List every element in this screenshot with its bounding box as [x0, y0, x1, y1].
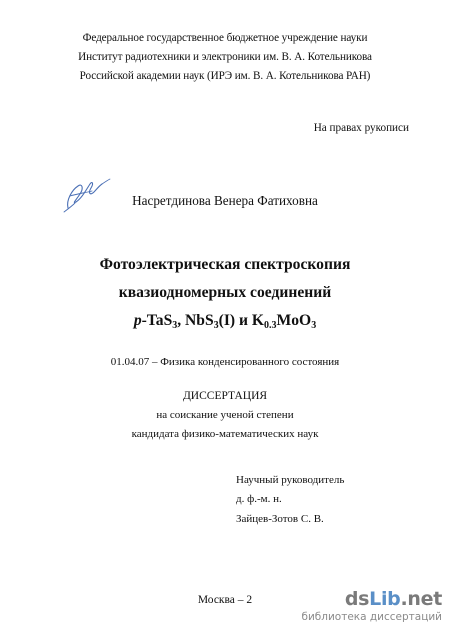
logo-ds: ds: [344, 588, 370, 610]
supervisor-name: Зайцев-Зотов С. В.: [236, 513, 324, 525]
institution-line-1: Федеральное государственное бюджетное учреждение науки: [82, 32, 368, 44]
dslib-tagline: библиотека диссертаций: [301, 611, 442, 623]
degree-line-1: на соискание ученой степени: [156, 409, 294, 421]
title-sub-03: 0.3: [264, 320, 277, 331]
title-line-2: квазиодномерных соединений: [118, 284, 332, 301]
institution-line-3: Российской академии наук (ИРЭ им. В. А. Котельникова РАН): [79, 70, 371, 82]
title-sub-3a: 3: [172, 320, 178, 331]
title-nbs: , NbS: [177, 312, 214, 329]
supervisor-label: Научный руководитель: [236, 474, 345, 486]
rights-note: На правах рукописи: [313, 122, 409, 134]
title-sub-3b: 3: [213, 320, 219, 331]
dslib-watermark: [301, 588, 442, 628]
title-sub-3c: 3: [311, 320, 317, 331]
degree-line-2: кандидата физико-математических наук: [131, 428, 319, 440]
title-line-1: Фотоэлектрическая спектроскопия: [99, 256, 351, 273]
title-p-prefix: p: [133, 312, 142, 329]
dissertation-heading: ДИССЕРТАЦИЯ: [182, 390, 268, 402]
title-moo: MoO: [276, 312, 312, 329]
author-name: Насретдинова Венера Фатиховна: [132, 193, 318, 208]
specialty-code: 01.04.07 – Физика конденсированного состояния: [110, 356, 340, 368]
title-line-3: [0, 312, 450, 330]
dslib-logo: [345, 588, 442, 610]
title-tas: -TaS: [141, 312, 173, 329]
logo-net: .net: [400, 588, 442, 610]
logo-lib: Lib: [369, 588, 401, 610]
institution-line-2: Институт радиотехники и электроники им. В. А. Котельникова: [78, 51, 372, 63]
supervisor-degree: д. ф.-м. н.: [236, 493, 282, 505]
city-year: Москва – 2: [197, 594, 253, 606]
title-i-and-k: (I) и K: [218, 312, 265, 329]
